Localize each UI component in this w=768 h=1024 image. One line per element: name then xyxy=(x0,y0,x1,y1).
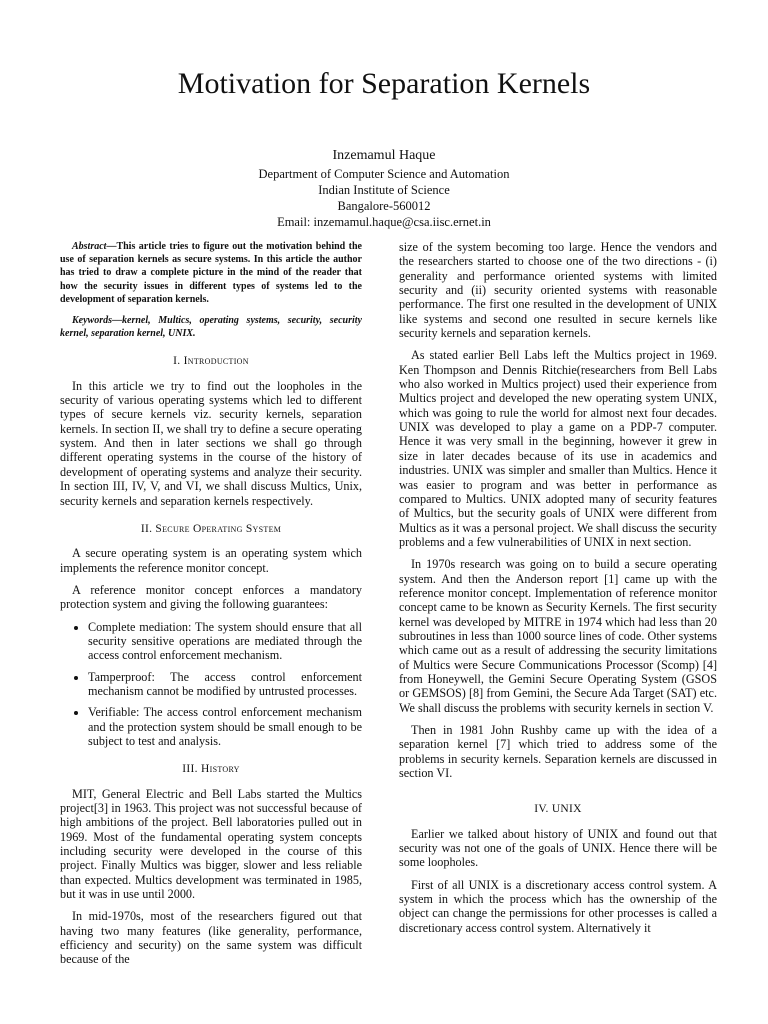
paragraph: size of the system becoming too large. Hence the vendors and the researchers started to choose one of the two directions - (i) generality and performance oriented systems with limited security and (ii) security oriented systems with reasonable performance. The first one resulted in the development of UNIX like systems and second one resulted in secure kernels like security kernels and separation kernels. xyxy=(399,240,717,341)
right-column xyxy=(399,240,717,943)
keywords xyxy=(60,314,362,340)
paragraph: In 1970s research was going on to build a secure operating system. And then the Anderson report [1] came up with the reference monitor concept. Implementation of reference monitor concept came to be known as Security Kernels. The first security kernel was developed by MITRE in 1974 which had less than 20 subroutines in less than 1000 source lines of code. Other systems which came out as a result of addressing the security limitations of Multics were Secure Communications Processor (Scomp) [4] from Honeywell, the Gemini Secure Operating System (GSOS or GEMSOS) [8] from Gemini, the Secure Ada Target (SAT) etc. We shall discuss the problems with security kernels in section V. xyxy=(399,557,717,715)
abstract-text: —This article tries to figure out the motivation behind the use of separation kernels as secure systems. In this article the author has tried to draw a complete picture in the mind of the reader that how the security issues in different types of systems led to the development of separation kernels. xyxy=(60,241,362,305)
left-column xyxy=(60,240,362,975)
section-heading-history: III. History xyxy=(182,763,240,776)
abstract-label: Abstract xyxy=(72,241,107,252)
paragraph: In this article we try to find out the loopholes in the security of various operating systems which led to different types of secure kernels viz. security kernels, separation kernels. In section II, we shall try to define a secure operating system. And then in later sections we shall go through different operating systems in the course of the history of development of operating systems and analyze their security. In section III, IV, V, and VI, we shall discuss Multics, Unix, security kernels and separation kernels respectively. xyxy=(60,378,362,508)
author-city: Bangalore-560012 xyxy=(337,199,431,213)
paper-title: Motivation for Separation Kernels xyxy=(177,67,591,100)
paragraph: As stated earlier Bell Labs left the Multics project in 1969. Ken Thompson and Dennis Ritchie(researchers from Bell Labs who also worked in Multics project) used their experience from Multics project and developed the new operating system UNIX, which was going to rule the world for almost next four decades. UNIX was developed to play a game on a PDP-7 computer. Hence it was very small in the beginning, however it grew in size in later decades because of its use in academics and industries. UNIX was simpler and smaller than Multics. Hence it was easier to program and was better in performance as compared to Multics. UNIX adopted many of security features of Multics, but the security goals of UNIX were different from Multics as it was a personal project. We shall discuss the security problems and a few vulnerabilities of UNIX in next section. xyxy=(399,348,717,549)
paragraph: Earlier we talked about history of UNIX and found out that security was not one of the goals of UNIX. Hence there will be some loopholes. xyxy=(399,826,717,870)
list-item: • Verifiable: The access control enforcement mechanism and the protection system should be small enough to be subject to test and analysis. xyxy=(88,705,362,748)
author-name: Inzemamul Haque xyxy=(332,148,436,163)
paragraph: MIT, General Electric and Bell Labs started the Multics project[3] in 1963. This project was not successful because of high ambitions of the project. Bell laboratories pulled out in 1969. Most of the fundamental operating system concepts including security were developed in the course of this project. Finally Multics was bigger, slower and less reliable than expected. Multics development was terminated in 1985, but it was in use until 2000. xyxy=(60,786,362,902)
section-heading-secure-os: II. Secure Operating System xyxy=(140,522,282,535)
list-item: • Complete mediation: The system should ensure that all security sensitive operations are mediated through the access control enforcement mechanism. xyxy=(88,620,362,663)
section-heading-introduction: I. Introduction xyxy=(173,355,249,368)
author-block xyxy=(0,148,768,230)
paragraph: A secure operating system is an operating system which implements the reference monitor concept. xyxy=(60,546,362,575)
author-institute: Indian Institute of Science xyxy=(318,183,450,197)
abstract xyxy=(60,240,362,306)
paragraph: First of all UNIX is a discretionary access control system. A system in which the process which has the ownership of the object can change the permissions for other processes is called a discretionary access control system. Alternatively it xyxy=(399,877,717,935)
author-email: Email: inzemamul.haque@csa.iisc.ernet.in xyxy=(277,215,491,229)
paragraph: A reference monitor concept enforces a mandatory protection system and giving the following guarantees: xyxy=(60,582,362,612)
keywords-text: —kernel, Multics, operating systems, security, security kernel, separation kernel, UNIX. xyxy=(60,315,362,340)
paragraph: In mid-1970s, most of the researchers figured out that having two many features (like generality, performance, efficiency and security) on the same system was difficult because of the xyxy=(60,909,362,967)
paragraph: Then in 1981 John Rushby came up with the idea of a separation kernel [7] which tried to address some of the problems in security kernels. Separation kernels are discussed in section VI. xyxy=(399,723,717,781)
list-item: • Tamperproof: The access control enforcement mechanism cannot be modified by untrusted processes. xyxy=(88,670,362,699)
section-heading-unix: IV. UNIX xyxy=(534,803,582,816)
keywords-label: Keywords xyxy=(72,315,112,327)
author-department: Department of Computer Science and Automation xyxy=(258,167,510,181)
guarantees-list xyxy=(60,620,362,749)
